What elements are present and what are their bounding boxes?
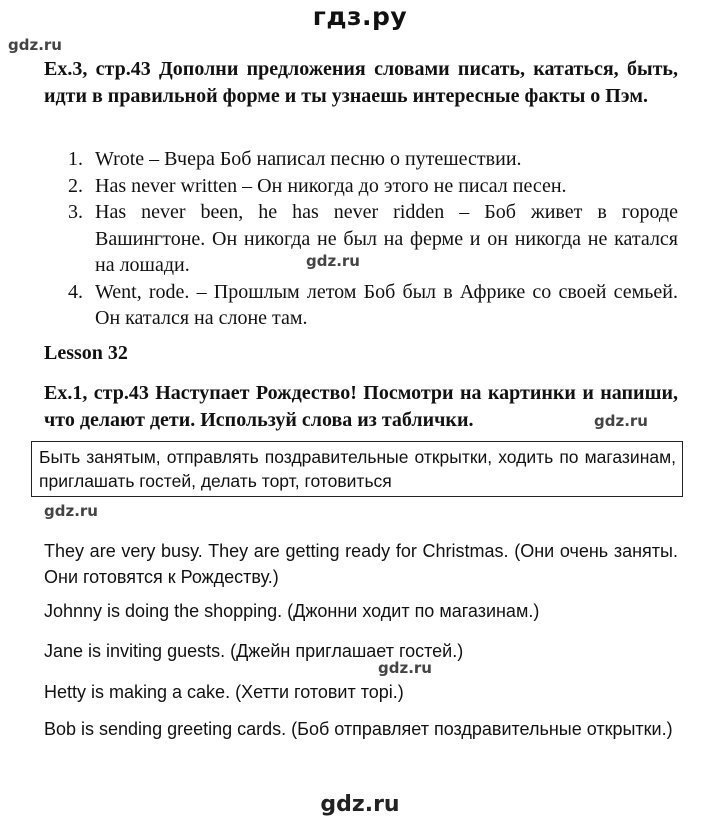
footer-watermark: gdz.ru [320, 792, 400, 817]
ex1-heading: Ex.1, стр.43 Наступает Рождество! Посмотри на картинки и напиши, что делают дети. Используй слова из таблички. [44, 382, 678, 431]
item-text: Wrote – Вчера Боб написал песню о путешествии. [95, 148, 522, 170]
list-item [44, 146, 678, 173]
item-number: 1. [68, 148, 83, 170]
watermark: gdz.ru [8, 36, 62, 54]
item-text: Has never been, he has never ridden – Боб живет в городе Вашингтоне. Он никогда не был на ферме и он никогда не катался на лошади. [95, 201, 678, 276]
ex3-heading: Ex.3, стр.43 Дополни предложения словами писать, кататься, быть, идти в правильной форме и ты узнаешь интересные факты о Пэм. [44, 58, 678, 107]
answer-line: Hetty is making a cake. (Хетти готовит торi.) [44, 682, 404, 702]
watermark: gdz.ru [594, 412, 648, 430]
list-item [44, 173, 678, 200]
word-box: Быть занятым, отправлять поздравительные открытки, ходить по магазинам, приглашать гостей, делать торт, готовиться [31, 441, 683, 497]
item-text: Has never written – Он никогда до этого не писал песен. [95, 174, 567, 197]
watermark: gdz.ru [378, 659, 432, 677]
site-title: гдз.ру [312, 2, 408, 31]
answer-line: Bob is sending greeting cards. (Боб отправляет поздравительные открытки.) [44, 719, 673, 739]
answer-line: Johnny is doing the shopping. (Джонни ходит по магазинам.) [44, 601, 540, 621]
answer-line: Jane is inviting guests. (Джейн приглашает гостей.) [44, 641, 464, 661]
item-number: 4. [68, 280, 83, 303]
answer-line: They are very busy. They are getting ready for Christmas. (Они очень заняты. Они готовятся к Рождеству.) [44, 541, 678, 587]
item-text: Went, rode. – Прошлым летом Боб был в Африке со своей семьей. Он катался на слоне там. [95, 280, 678, 329]
watermark: gdz.ru [44, 502, 98, 520]
watermark: gdz.ru [306, 252, 360, 270]
item-number: 2. [68, 174, 83, 197]
lesson-title: Lesson 32 [44, 342, 128, 364]
list-item [44, 279, 678, 332]
list-item [44, 199, 678, 279]
ex3-answer-list [44, 146, 678, 332]
item-number: 3. [68, 201, 83, 223]
